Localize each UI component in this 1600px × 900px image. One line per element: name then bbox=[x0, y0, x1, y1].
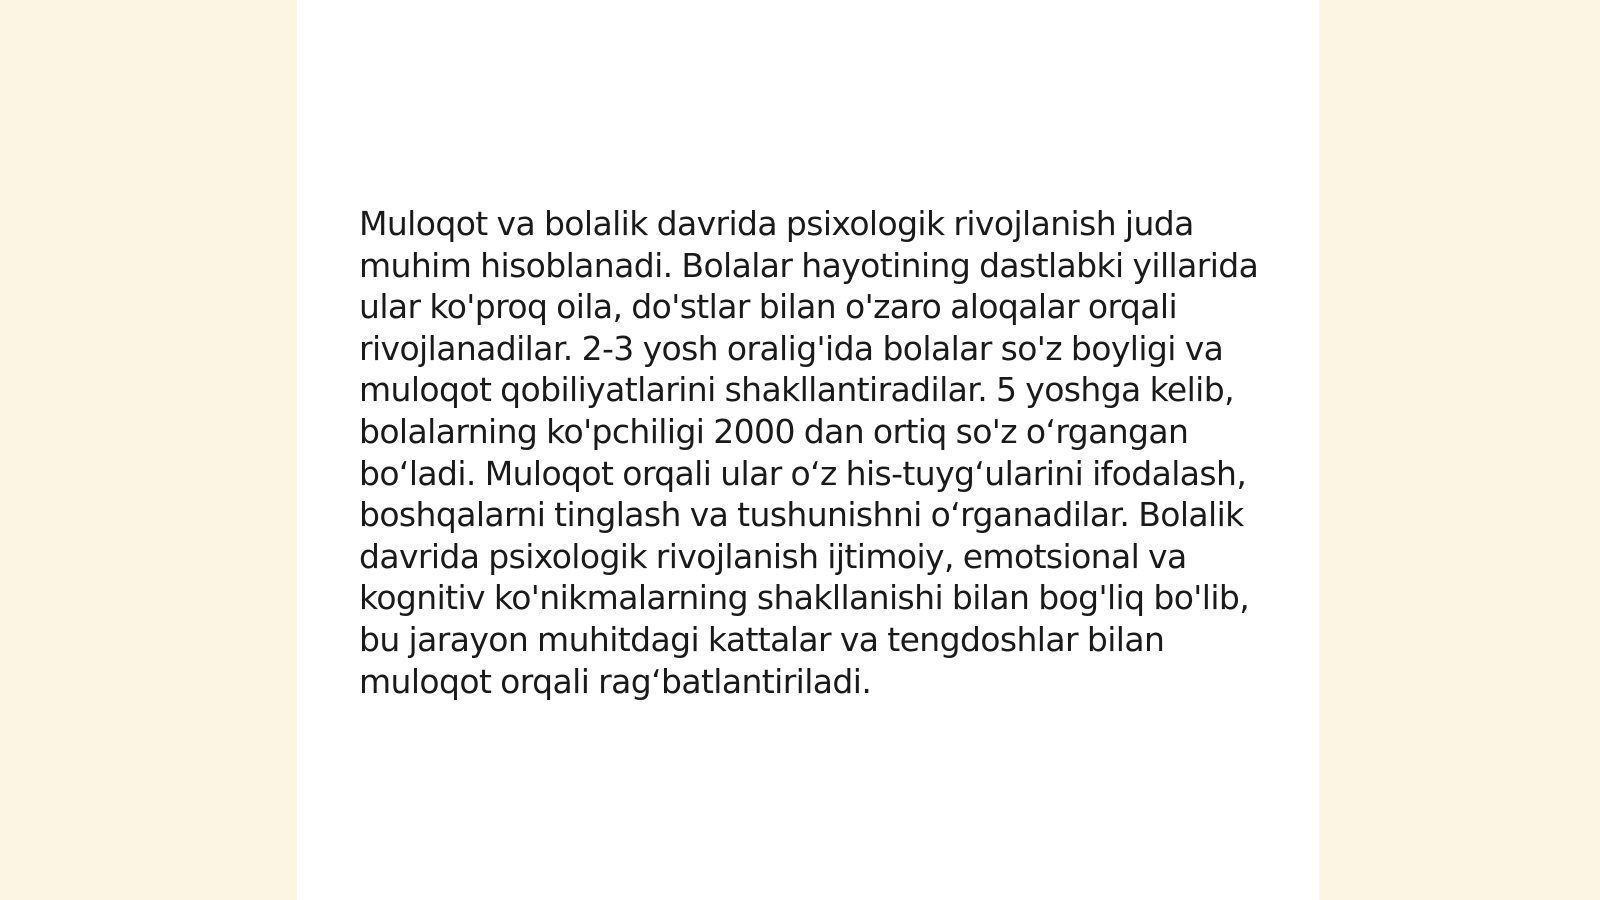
left-margin-panel bbox=[0, 0, 297, 900]
slide-body-text: Muloqot va bolalik davrida psixologik rivojlanish juda muhim hisoblanadi. Bolalar hayotining dastlabki yillarida ular ko'proq oila, do'stlar bilan o'zaro aloqalar orqali rivojlanadilar. 2-3 yosh oralig'ida bolalar so'z boyligi va muloqot qobiliyatlarini shakllantiradilar. 5 yoshga kelib, bolalarning ko'pchiligi 2000 dan ortiq so'z oʻrgangan boʻladi. Muloqot orqali ular oʻz his-tuygʻularini ifodalash, boshqalarni tinglash va tushunishni oʻrganadilar. Bolalik davrida psixologik rivojlanish ijtimoiy, emotsional va kognitiv ko'nikmalarning shakllanishi bilan bog'liq bo'lib, bu jarayon muhitdagi kattalar va tengdoshlar bilan muloqot orqali ragʻbatlantiriladi. bbox=[359, 204, 1259, 701]
right-margin-panel bbox=[1319, 0, 1600, 900]
slide-canvas bbox=[297, 0, 1319, 900]
